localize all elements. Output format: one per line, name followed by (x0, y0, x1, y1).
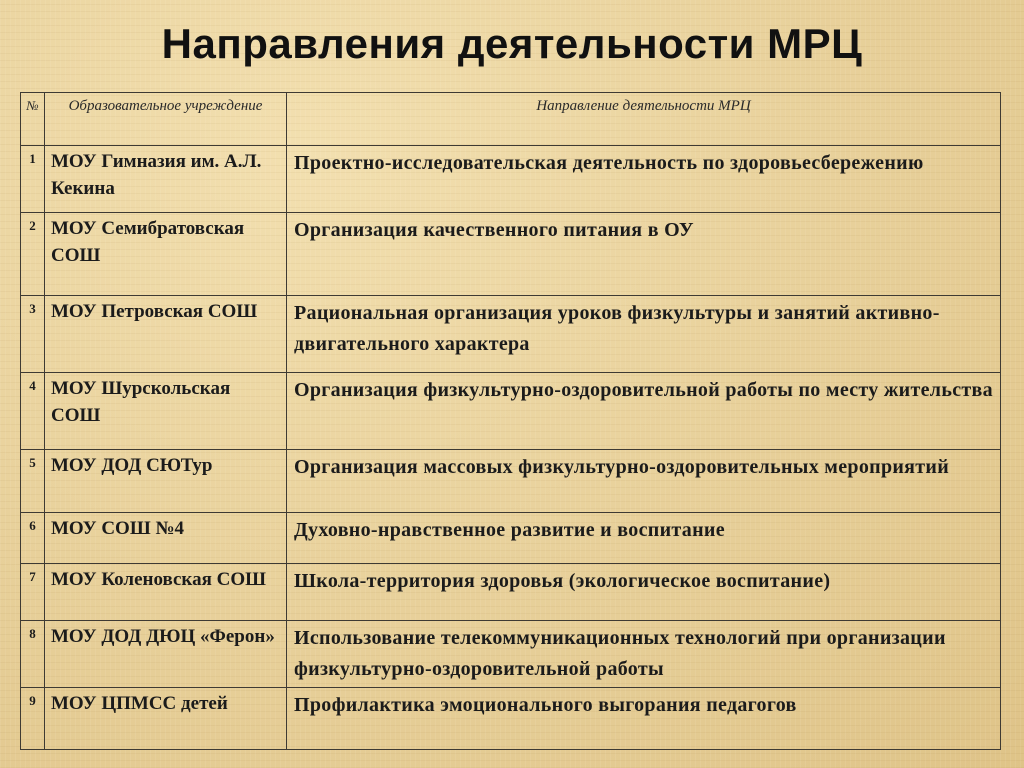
row-institution: МОУ Шурскольская СОШ (45, 373, 287, 450)
table-header-row (21, 93, 1001, 146)
row-number: 4 (21, 373, 45, 450)
table-row (21, 450, 1001, 513)
row-direction: Использование телекоммуникационных технологий при организации физкультурно-оздоровительной работы (287, 621, 1001, 688)
row-institution: МОУ ЦПМСС детей (45, 688, 287, 750)
row-institution: МОУ Коленовская СОШ (45, 564, 287, 621)
table-row (21, 688, 1001, 750)
header-direction: Направление деятельности МРЦ (287, 93, 1001, 146)
row-institution: МОУ Гимназия им. А.Л. Кекина (45, 146, 287, 213)
table-row (21, 621, 1001, 688)
table-row (21, 373, 1001, 450)
row-number: 9 (21, 688, 45, 750)
row-institution: МОУ Петровская СОШ (45, 296, 287, 373)
row-direction: Проектно-исследовательская деятельность по здоровьесбережению (287, 146, 1001, 213)
row-direction: Организация массовых физкультурно-оздоровительных мероприятий (287, 450, 1001, 513)
row-number: 2 (21, 213, 45, 296)
row-number: 7 (21, 564, 45, 621)
row-direction: Рациональная организация уроков физкультуры и занятий активно-двигательного характера (287, 296, 1001, 373)
table-row (21, 513, 1001, 564)
header-number: № (21, 93, 45, 146)
row-number: 8 (21, 621, 45, 688)
mrc-directions-table (20, 92, 1001, 750)
header-institution: Образовательное учреждение (45, 93, 287, 146)
table-row (21, 564, 1001, 621)
table-row (21, 296, 1001, 373)
row-number: 5 (21, 450, 45, 513)
row-direction: Духовно-нравственное развитие и воспитание (287, 513, 1001, 564)
row-direction: Профилактика эмоционального выгорания педагогов (287, 688, 1001, 750)
row-number: 3 (21, 296, 45, 373)
table-row (21, 146, 1001, 213)
row-direction: Школа-территория здоровья (экологическое воспитание) (287, 564, 1001, 621)
page-title: Направления деятельности МРЦ (161, 20, 863, 67)
row-direction: Организация качественного питания в ОУ (287, 213, 1001, 296)
row-number: 6 (21, 513, 45, 564)
table-row (21, 213, 1001, 296)
row-direction: Организация физкультурно-оздоровительной работы по месту жительства (287, 373, 1001, 450)
row-institution: МОУ СОШ №4 (45, 513, 287, 564)
row-number: 1 (21, 146, 45, 213)
row-institution: МОУ ДОД СЮТур (45, 450, 287, 513)
row-institution: МОУ ДОД ДЮЦ «Ферон» (45, 621, 287, 688)
row-institution: МОУ Семибратовская СОШ (45, 213, 287, 296)
